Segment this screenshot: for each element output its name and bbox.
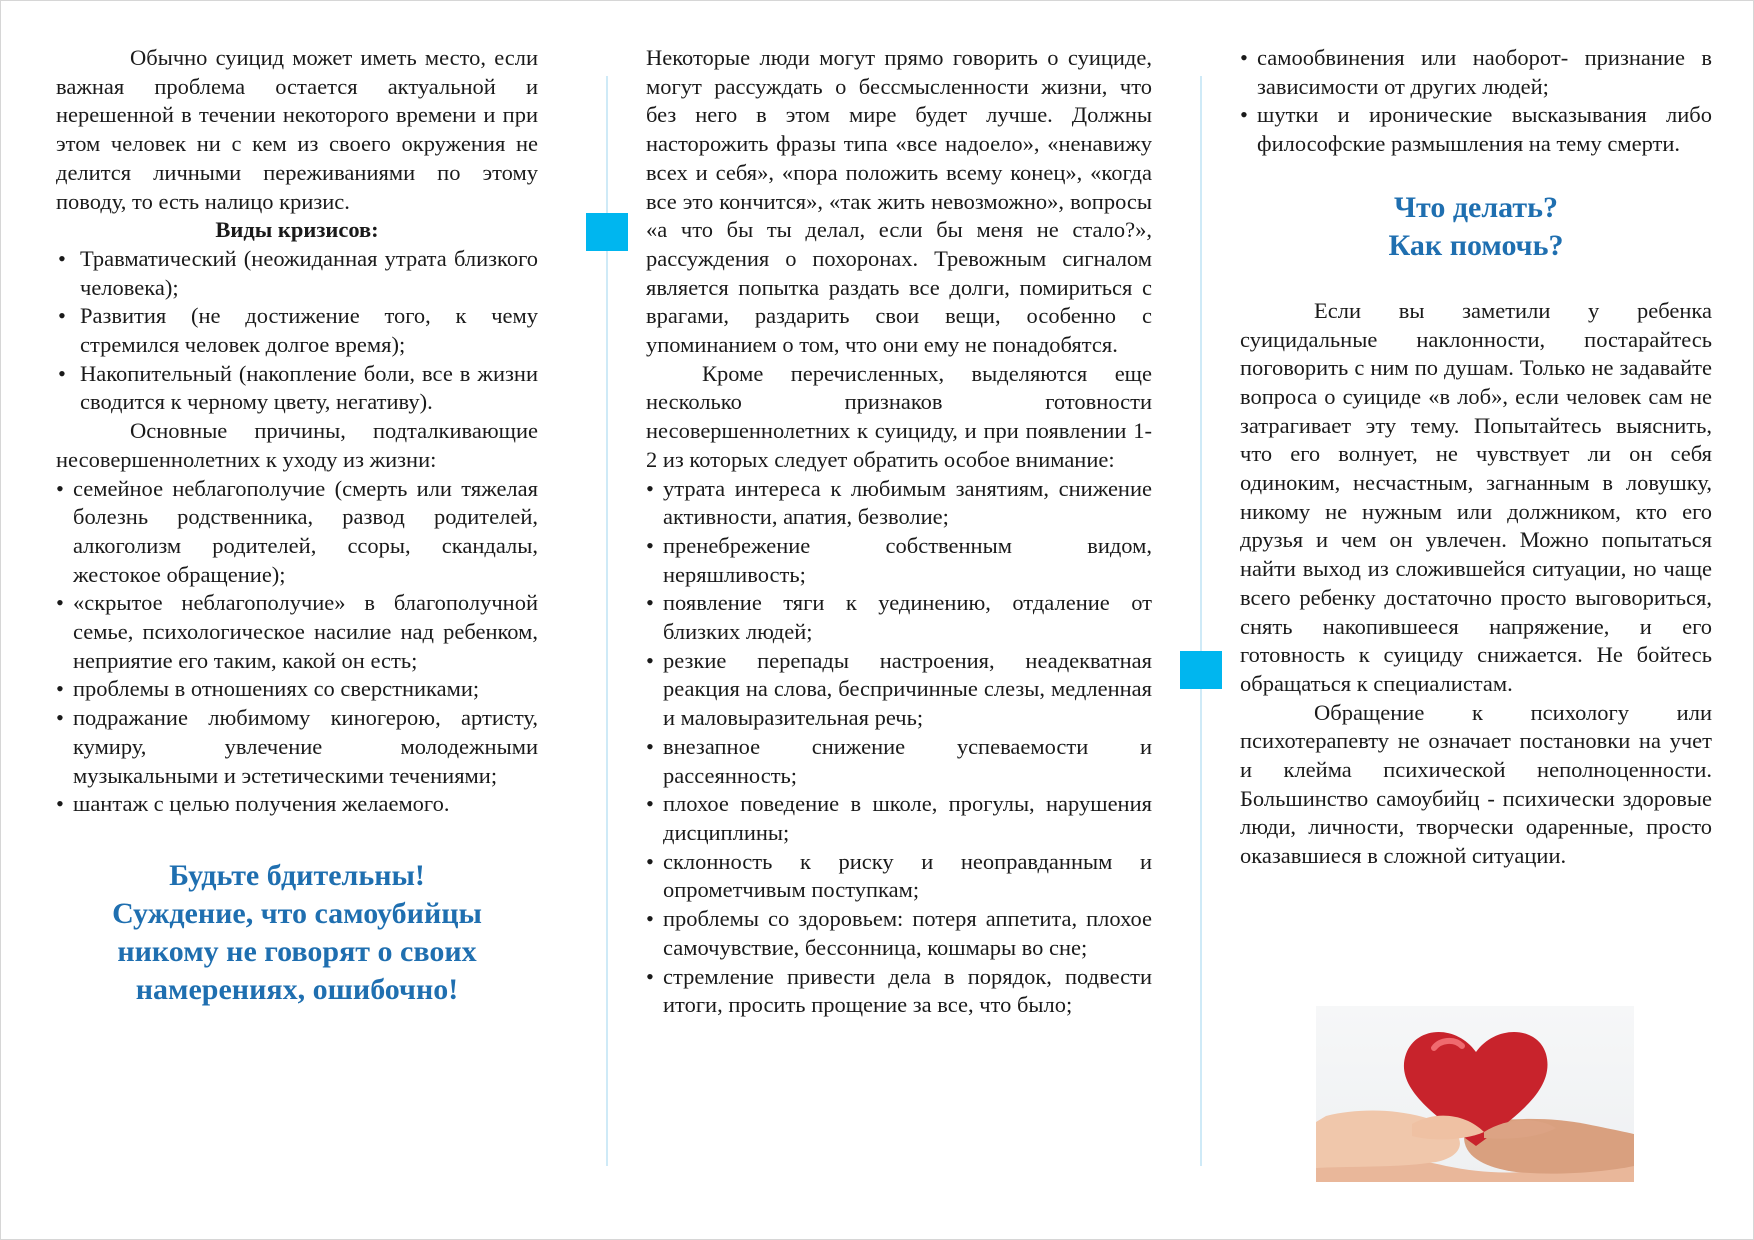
list-item: • склонность к риску и неоправданным и опрометчивым поступкам; bbox=[646, 848, 1152, 905]
help-title-line: Что делать? bbox=[1393, 190, 1558, 224]
list-item: • Развития (не достижение того, к чему стремился человек долгое время); bbox=[56, 302, 538, 359]
list-item: • пренебрежение собственным видом, неряшливость; bbox=[646, 532, 1152, 589]
fold-marker-left bbox=[586, 213, 628, 251]
list-item: • семейное неблагополучие (смерть или тяжелая болезнь родственника, развод родителей, алкоголизм родителей, ссоры, скандалы, жестокое обращение); bbox=[56, 475, 538, 590]
warning-callout-line: Будьте бдительны! bbox=[169, 858, 425, 892]
heart-in-hands-icon bbox=[1316, 1006, 1634, 1182]
list-item: • «скрытое неблагополучие» в благополучной семье, психологическое насилие над ребенком, неприятие его таким, какой он есть; bbox=[56, 589, 538, 675]
signs-list-continued bbox=[1240, 44, 1712, 159]
warning-callout-line: намерениях, ошибочно! bbox=[135, 972, 459, 1006]
crisis-types-heading: Виды кризисов: bbox=[215, 217, 379, 243]
help-paragraph-2: Обращение к психологу или психотерапевту не означает постановки на учет и клейма психической неполноценности. Большинство самоубийц - психически здоровые люди, личности, творчески одаренные, просто оказавшиеся в сложной ситуации. bbox=[1240, 699, 1712, 869]
causes-intro: Основные причины, подталкивающие несовершеннолетних к уходу из жизни: bbox=[56, 418, 538, 472]
column-divider-right bbox=[1200, 76, 1202, 1166]
fold-marker-right bbox=[1180, 651, 1222, 689]
signs-intro: Кроме перечисленных, выделяются еще несколько признаков готовности несовершеннолетних к суициду, и при появлении 1-2 из которых следует обратить особое внимание: bbox=[646, 360, 1152, 472]
list-item: • внезапное снижение успеваемости и рассеянность; bbox=[646, 733, 1152, 790]
intro-paragraph: Обычно суицид может иметь место, если важная проблема остается актуальной и нерешенной в течении некоторого времени и при этом человек ни с кем из своего окружения не делится личными переживаниями по этому поводу, то есть налицо кризис. bbox=[56, 45, 538, 214]
causes-list bbox=[56, 475, 538, 819]
list-item: • утрата интереса к любимым занятиям, снижение активности, апатия, безволие; bbox=[646, 475, 1152, 532]
list-item: • резкие перепады настроения, неадекватная реакция на слова, беспричинные слезы, медленная и маловыразительная речь; bbox=[646, 647, 1152, 733]
crisis-types-list bbox=[56, 245, 538, 417]
list-item: • самообвинения или наоборот- признание в зависимости от других людей; bbox=[1240, 44, 1712, 101]
list-item: • проблемы в отношениях со сверстниками; bbox=[56, 675, 538, 704]
list-item: • плохое поведение в школе, прогулы, нарушения дисциплины; bbox=[646, 790, 1152, 847]
warning-callout-line: никому не говорят о своих bbox=[117, 934, 477, 968]
warning-callout-line: Суждение, что самоубийцы bbox=[112, 896, 482, 930]
help-paragraph-1: Если вы заметили у ребенка суицидальные наклонности, постарайтесь поговорить с ним по душам. Только не задавайте вопроса о суициде «в лоб», если человек сам не затрагивает эту тему. Попытайтесь выяснить, что его волнует, не чувствует ли он себя одиноким, несчастным, загнанным в ловушку, никому не нужным или должником, кто его друзья и чем он увлечен. Можно попытаться найти выход из сложившейся ситуации, но чаще всего ребенку достаточно просто выговориться, снять накопившееся напряжение, и его готовность к суициду снижается. Не бойтесь обращаться к специалистам. bbox=[1240, 297, 1712, 696]
list-item: • Накопительный (накопление боли, все в жизни сводится к черному цвету, негативу). bbox=[56, 360, 538, 417]
list-item: • Травматический (неожиданная утрата близкого человека); bbox=[56, 245, 538, 302]
warning-phrases-paragraph: Некоторые люди могут прямо говорить о суициде, могут рассуждать о бессмысленности жизни, что без него в этом мире будет лучше. Должны насторожить фразы типа «все надоело», «ненавижу всех и себя», «пора положить всему конец», «когда все это кончится», «так жить невозможно», вопросы «а что бы ты делал, если бы меня не стало?», рассуждения о похоронах. Тревожным сигналом является попытка раздать все долги, помириться с врагами, раздарить свои вещи, особенно с упоминанием о том, что они ему не понадобятся. bbox=[646, 45, 1152, 358]
list-item: • появление тяги к уединению, отдаление от близких людей; bbox=[646, 589, 1152, 646]
column-3 bbox=[1240, 44, 1712, 871]
list-item: • шутки и иронические высказывания либо философские размышления на тему смерти. bbox=[1240, 101, 1712, 158]
list-item: • стремление привести дела в порядок, подвести итоги, просить прощение за все, что было; bbox=[646, 963, 1152, 1020]
signs-list bbox=[646, 475, 1152, 1020]
list-item: • проблемы со здоровьем: потеря аппетита, плохое самочувствие, бессонница, кошмары во сне; bbox=[646, 905, 1152, 962]
column-1 bbox=[56, 44, 538, 1009]
column-2 bbox=[646, 44, 1152, 1020]
help-title-line: Как помочь? bbox=[1388, 228, 1564, 262]
list-item: • шантаж с целью получения желаемого. bbox=[56, 790, 538, 819]
list-item: • подражание любимому киногерою, артисту, кумиру, увлечение молодежными музыкальными и эстетическими течениями; bbox=[56, 704, 538, 790]
